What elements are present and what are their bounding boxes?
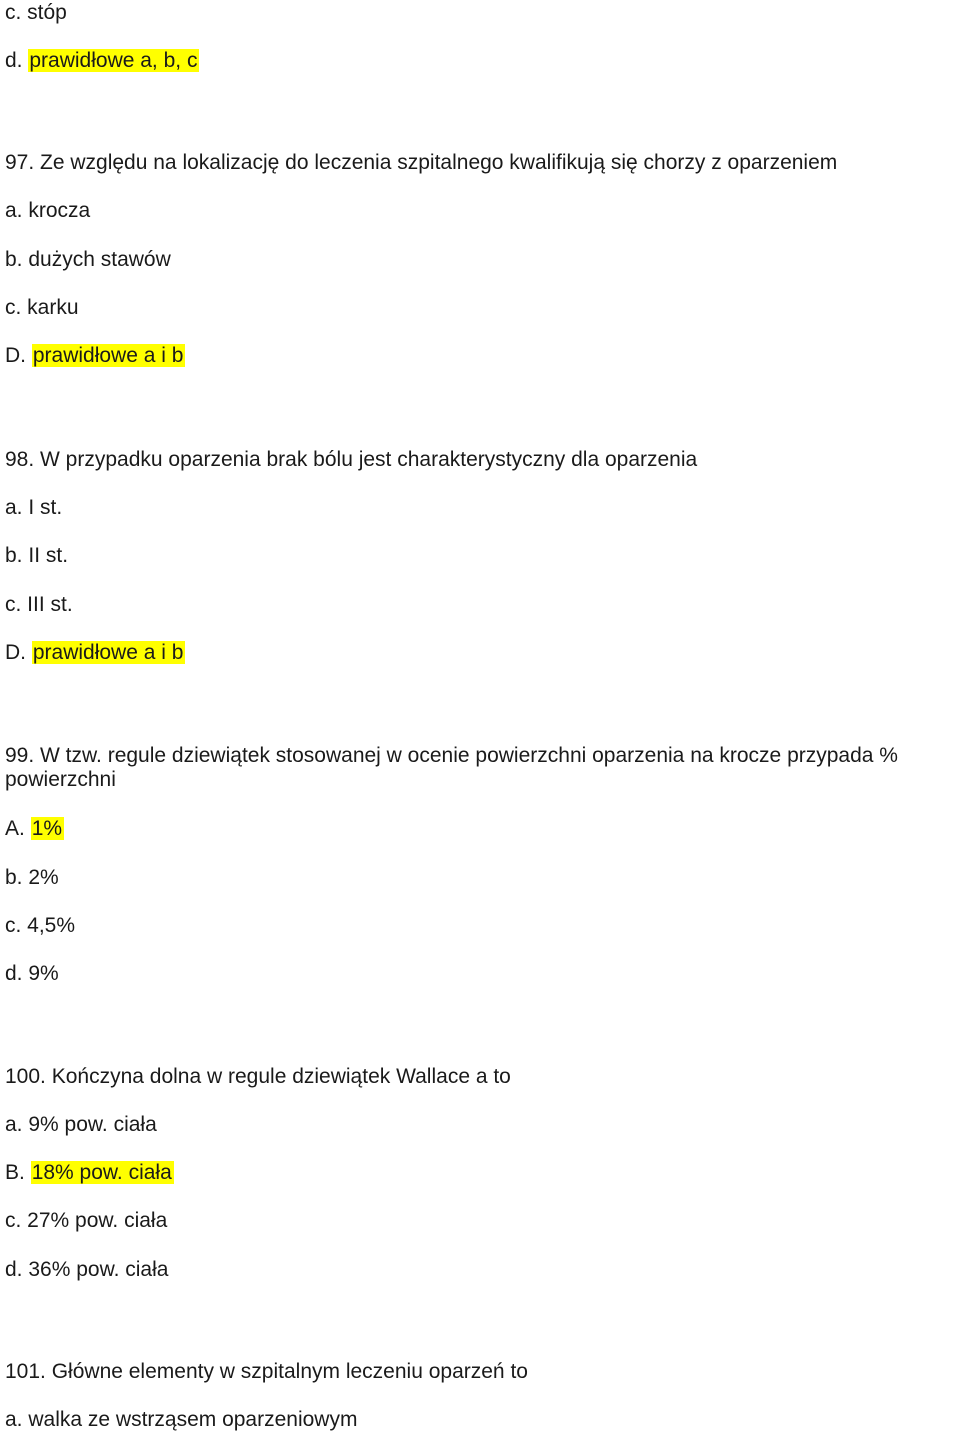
answer-option: d. 9%	[5, 962, 59, 985]
answer-option: c. karku	[5, 296, 79, 319]
answer-text: I st.	[28, 496, 63, 519]
answer-option-correct: D. prawidłowe a i b	[5, 344, 184, 367]
answer-option: b. II st.	[5, 544, 69, 567]
answer-option: a. I st.	[5, 496, 63, 519]
question-97: 97. Ze względu na lokalizację do leczenia szpitalnego kwalifikują się chorzy z oparzeniem	[5, 151, 838, 174]
answer-option: c. 4,5%	[5, 914, 76, 937]
question-100: 100. Kończyna dolna w regule dziewiątek Wallace a to	[5, 1065, 511, 1088]
answer-option-correct: d. prawidłowe a, b, c	[5, 49, 198, 72]
question-text: W tzw. regule dziewiątek stosowanej w ocenie powierzchni oparzenia na krocze przypada % powierzchni	[5, 744, 898, 791]
answer-option-correct: B. 18% pow. ciała	[5, 1161, 172, 1184]
answer-text: 9% pow. ciała	[28, 1113, 157, 1136]
question-99: 99. W tzw. regule dziewiątek stosowanej w ocenie powierzchni oparzenia na krocze przypada % powierzchni	[5, 744, 898, 791]
answer-text: karku	[27, 296, 79, 319]
answer-option-correct: D. prawidłowe a i b	[5, 641, 184, 664]
answer-text: stóp	[27, 1, 67, 24]
answer-option: a. 9% pow. ciała	[5, 1113, 157, 1136]
question-text: Kończyna dolna w regule dziewiątek Wallace a to	[51, 1065, 511, 1088]
highlighted-answer: 1%	[31, 817, 63, 840]
question-text: Główne elementy w szpitalnym leczeniu oparzeń to	[51, 1360, 528, 1383]
answer-option: a. krocza	[5, 199, 91, 222]
answer-text: 4,5%	[27, 914, 76, 937]
answer-text: 9%	[28, 962, 59, 985]
answer-text: dużych stawów	[28, 248, 171, 271]
answer-option: a. walka ze wstrząsem oparzeniowym	[5, 1408, 358, 1431]
answer-option-correct: A. 1%	[5, 817, 63, 840]
answer-text: III st.	[27, 593, 73, 616]
answer-text: 2%	[28, 866, 59, 889]
question-98: 98. W przypadku oparzenia brak bólu jest charakterystyczny dla oparzenia	[5, 448, 698, 471]
answer-option: c. III st.	[5, 593, 73, 616]
question-text: W przypadku oparzenia brak bólu jest charakterystyczny dla oparzenia	[40, 448, 698, 471]
question-101: 101. Główne elementy w szpitalnym leczeniu oparzeń to	[5, 1360, 528, 1383]
highlighted-answer: prawidłowe a, b, c	[29, 49, 198, 72]
answer-text: walka ze wstrząsem oparzeniowym	[28, 1408, 358, 1431]
answer-text: 36% pow. ciała	[28, 1258, 169, 1281]
answer-text: II st.	[28, 544, 69, 567]
answer-text: 27% pow. ciała	[27, 1209, 168, 1232]
highlighted-answer: prawidłowe a i b	[32, 344, 184, 367]
answer-option: d. 36% pow. ciała	[5, 1258, 169, 1281]
answer-option: c. 27% pow. ciała	[5, 1209, 168, 1232]
answer-text: krocza	[28, 199, 91, 222]
answer-option: b. 2%	[5, 866, 59, 889]
answer-option: b. dużych stawów	[5, 248, 171, 271]
highlighted-answer: 18% pow. ciała	[31, 1161, 172, 1184]
answer-option: c. stóp	[5, 1, 67, 24]
highlighted-answer: prawidłowe a i b	[32, 641, 184, 664]
question-text: Ze względu na lokalizację do leczenia szpitalnego kwalifikują się chorzy z oparzeniem	[40, 151, 838, 174]
